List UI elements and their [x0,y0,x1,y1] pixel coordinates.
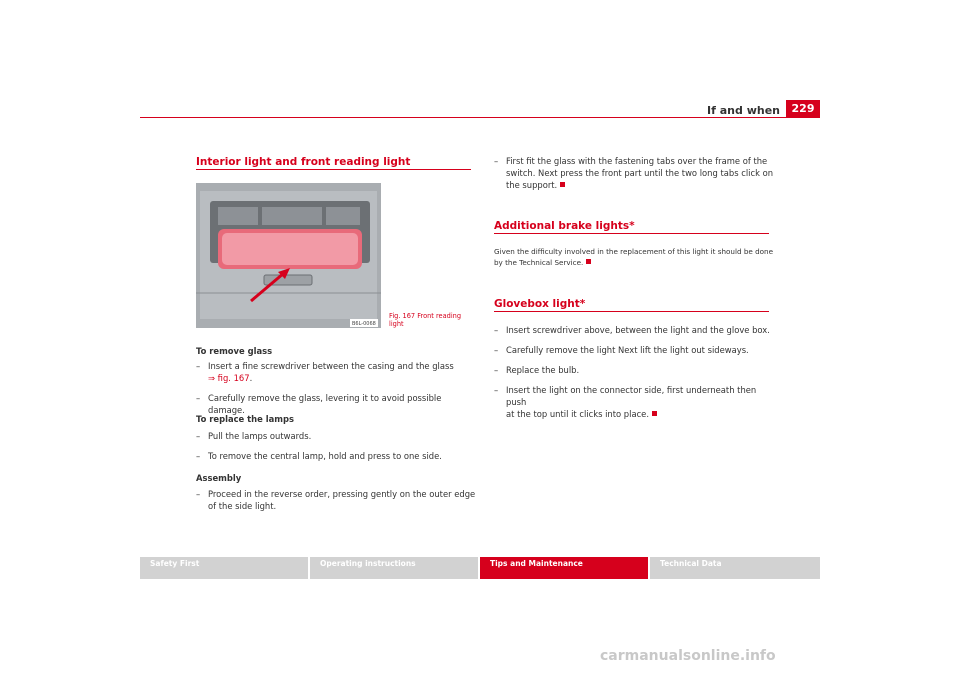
dash: – [196,451,201,461]
dash: – [494,325,499,335]
assembly-step-1: Proceed in the reverse order, pressing gently on the outer edge of the side light. [208,489,476,511]
fit-step: First fit the glass with the fastening tabs over the frame of the switch. Next press the front part until the two long tabs click on the support. [506,156,774,190]
header-title: If and when [707,104,780,117]
front-reading-light-illustration [196,183,381,328]
dash: – [196,431,201,441]
dash: – [196,489,201,499]
end-mark-icon [560,182,565,187]
glove-step-3: Replace the bulb. [506,365,580,375]
assembly-title: Assembly [196,473,242,483]
dash: – [494,385,499,395]
figure-caption: Fig. 167 Front reading light [389,312,462,328]
replace-step-1: Pull the lamps outwards. [208,431,312,441]
end-mark-icon [586,259,591,264]
dash: – [196,361,201,371]
section-heading-brake-lights: Additional brake lights* [494,220,635,232]
remove-title: To remove glass [196,346,273,356]
footer-tab-tips-and-maintenance[interactable]: Tips and Maintenance [480,557,648,579]
footer-tab-technical-data[interactable]: Technical Data [650,557,820,579]
dash: – [494,345,499,355]
remove-step-1: Insert a fine screwdriver between the casing and the glass ⇒ fig. 167. [208,361,454,383]
glove-step-4: Insert the light on the connector side, first underneath then push at the top until it clicks into place. [506,385,757,419]
watermark: carmanualsonline.info [600,648,776,664]
section-heading-glovebox-light: Glovebox light* [494,298,586,310]
end-mark-icon [652,411,657,416]
section-rule [196,169,471,170]
glove-step-1: Insert screwdriver above, between the light and the glove box. [506,325,770,335]
figure-167 [196,183,381,328]
replace-step-2: To remove the central lamp, hold and press to one side. [208,451,442,461]
section-rule [494,233,769,234]
figure-code: B6L-0068 [352,321,376,327]
dash: – [494,365,499,375]
dash: – [494,156,499,166]
page-number: 229 [786,100,820,118]
section-rule [494,311,769,312]
replace-title: To replace the lamps [196,414,294,424]
footer-tab-safety-first[interactable]: Safety First [140,557,308,579]
footer-tab-operating-instructions[interactable]: Operating instructions [310,557,478,579]
header-rule [140,117,820,118]
dash: – [196,393,201,403]
figure-reference-link[interactable]: ⇒ fig. 167 [208,373,250,383]
brake-text: Given the difficulty involved in the replacement of this light it should be done by the Technical Service. [494,247,774,267]
remove-step-2: Carefully remove the glass, levering it to avoid possible damage. [208,393,442,415]
glove-step-2: Carefully remove the light Next lift the light out sideways. [506,345,749,355]
section-heading-interior-light: Interior light and front reading light [196,156,411,168]
